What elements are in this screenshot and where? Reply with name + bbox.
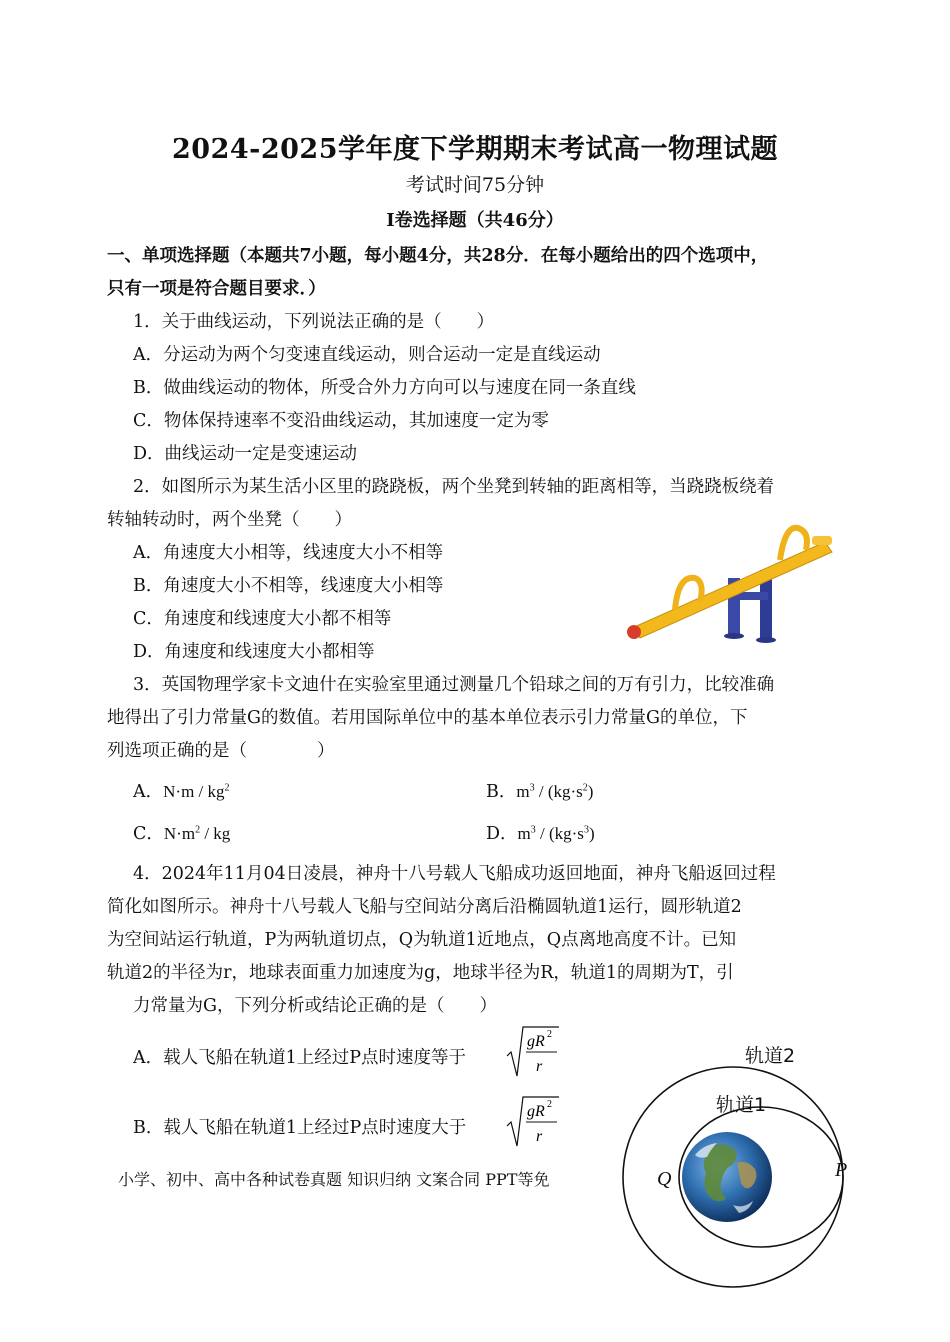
q2-stem-line2: 转轴转动时，两个坐凳（ ）: [107, 510, 352, 530]
q3-option-d: [486, 820, 595, 845]
q2-stem-line1: 2．如图所示为某生活小区里的跷跷板，两个坐凳到转轴的距离相等，当跷跷板绕着: [133, 477, 775, 497]
q4-stem-line3: 为空间站运行轨道，P为两轨道切点，Q为轨道1近地点，Q点离地高度不计。已知: [107, 930, 737, 950]
q4-a-frac-num: gR: [527, 1033, 545, 1050]
q4-stem-line5: 力常量为G，下列分析或结论正确的是（ ）: [133, 996, 497, 1016]
q3-option-c: [133, 820, 230, 845]
section-title: Ⅰ卷选择题（共46分）: [386, 210, 564, 231]
q1-option-d: D．曲线运动一定是变速运动: [133, 444, 358, 464]
q4-stem-line1: 4．2024年11月04日凌晨，神舟十八号载人飞船成功返回地面，神舟飞船返回过程: [133, 864, 776, 884]
q4-a-frac-den: r: [536, 1058, 543, 1075]
footer-text: 小学、初中、高中各种试卷真题 知识归纳 文案合同 PPT等免: [118, 1170, 550, 1189]
orbit-1-label: 轨道1: [716, 1094, 767, 1116]
q4-b-frac-exp: 2: [547, 1099, 552, 1110]
page-title: 2024-2025学年度下学期期末考试高一物理试题: [172, 134, 778, 165]
earth-icon: [682, 1132, 772, 1222]
q1-stem: 1．关于曲线运动，下列说法正确的是（ ）: [133, 312, 495, 332]
orbit-diagram: [615, 1035, 865, 1305]
q4-stem-line4: 轨道2的半径为r，地球表面重力加速度为g，地球半径为R，轨道1的周期为T，引: [107, 963, 734, 983]
point-q-label: Q: [657, 1168, 672, 1190]
q4-a-frac-exp: 2: [547, 1029, 552, 1040]
q3-option-a-expr: $N\cdot m / kg^2$: [163, 782, 230, 801]
point-p-label: P: [835, 1159, 848, 1181]
q3-option-a: [133, 778, 230, 803]
q2-option-a: A．角速度大小相等，线速度大小不相等: [133, 543, 444, 563]
q3-option-d-label: D．: [486, 824, 518, 844]
q2-option-c: C．角速度和线速度大小都不相等: [133, 609, 392, 629]
q4-option-b: B．载人飞船在轨道1上经过P点时速度大于: [133, 1118, 467, 1138]
part1-instruction-line1: 一、单项选择题（本题共7小题，每小题4分，共28分．在每小题给出的四个选项中，: [107, 246, 769, 266]
q4-option-a-formula: [505, 1024, 560, 1080]
q3-option-c-expr: $N\cdot m^2$ / kg: [163, 824, 231, 843]
q2-option-d: D．角速度和线速度大小都相等: [133, 642, 375, 662]
q1-option-a: A．分运动为两个匀变速直线运动，则合运动一定是直线运动: [133, 345, 601, 365]
q4-stem-line2: 简化如图所示。神舟十八号载人飞船与空间站分离后沿椭圆轨道1运行，圆形轨道2: [107, 897, 742, 917]
q3-stem-line2: 地得出了引力常量G的数值。若用国际单位中的基本单位表示引力常量G的单位，下: [107, 708, 748, 728]
q2-option-b: B．角速度大小不相等，线速度大小相等: [133, 576, 444, 596]
q3-stem-line3: 列选项正确的是（ ）: [107, 741, 335, 761]
exam-duration: 考试时间75分钟: [405, 174, 545, 196]
seesaw-end-cap: [627, 625, 641, 639]
q1-option-c: C．物体保持速率不变沿曲线运动，其加速度一定为零: [133, 411, 549, 431]
q3-option-c-label: C．: [133, 824, 164, 844]
q1-option-b: B．做曲线运动的物体，所受合外力方向可以与速度在同一条直线: [133, 378, 636, 398]
q4-b-frac-num: gR: [527, 1103, 545, 1120]
q3-option-b: [486, 778, 593, 803]
q4-b-frac-den: r: [536, 1128, 543, 1145]
orbit-2-label: 轨道2: [745, 1045, 796, 1067]
q3-option-a-label: A．: [133, 782, 164, 802]
part1-instruction-line2: 只有一项是符合题目要求．）: [107, 279, 326, 299]
q4-option-a: A．载人飞船在轨道1上经过P点时速度等于: [133, 1048, 467, 1068]
q3-option-b-expr: $m^3 / (kg\cdot s^2)$: [516, 782, 594, 801]
q3-option-d-expr: $m^3 / (kg\cdot s^3)$: [517, 824, 595, 843]
seesaw-illustration: [620, 520, 845, 645]
q3-option-b-label: B．: [486, 782, 517, 802]
q3-stem-line1: 3．英国物理学家卡文迪什在实验室里通过测量几个铅球之间的万有引力，比较准确: [133, 675, 775, 695]
q4-option-b-formula: [505, 1094, 560, 1150]
